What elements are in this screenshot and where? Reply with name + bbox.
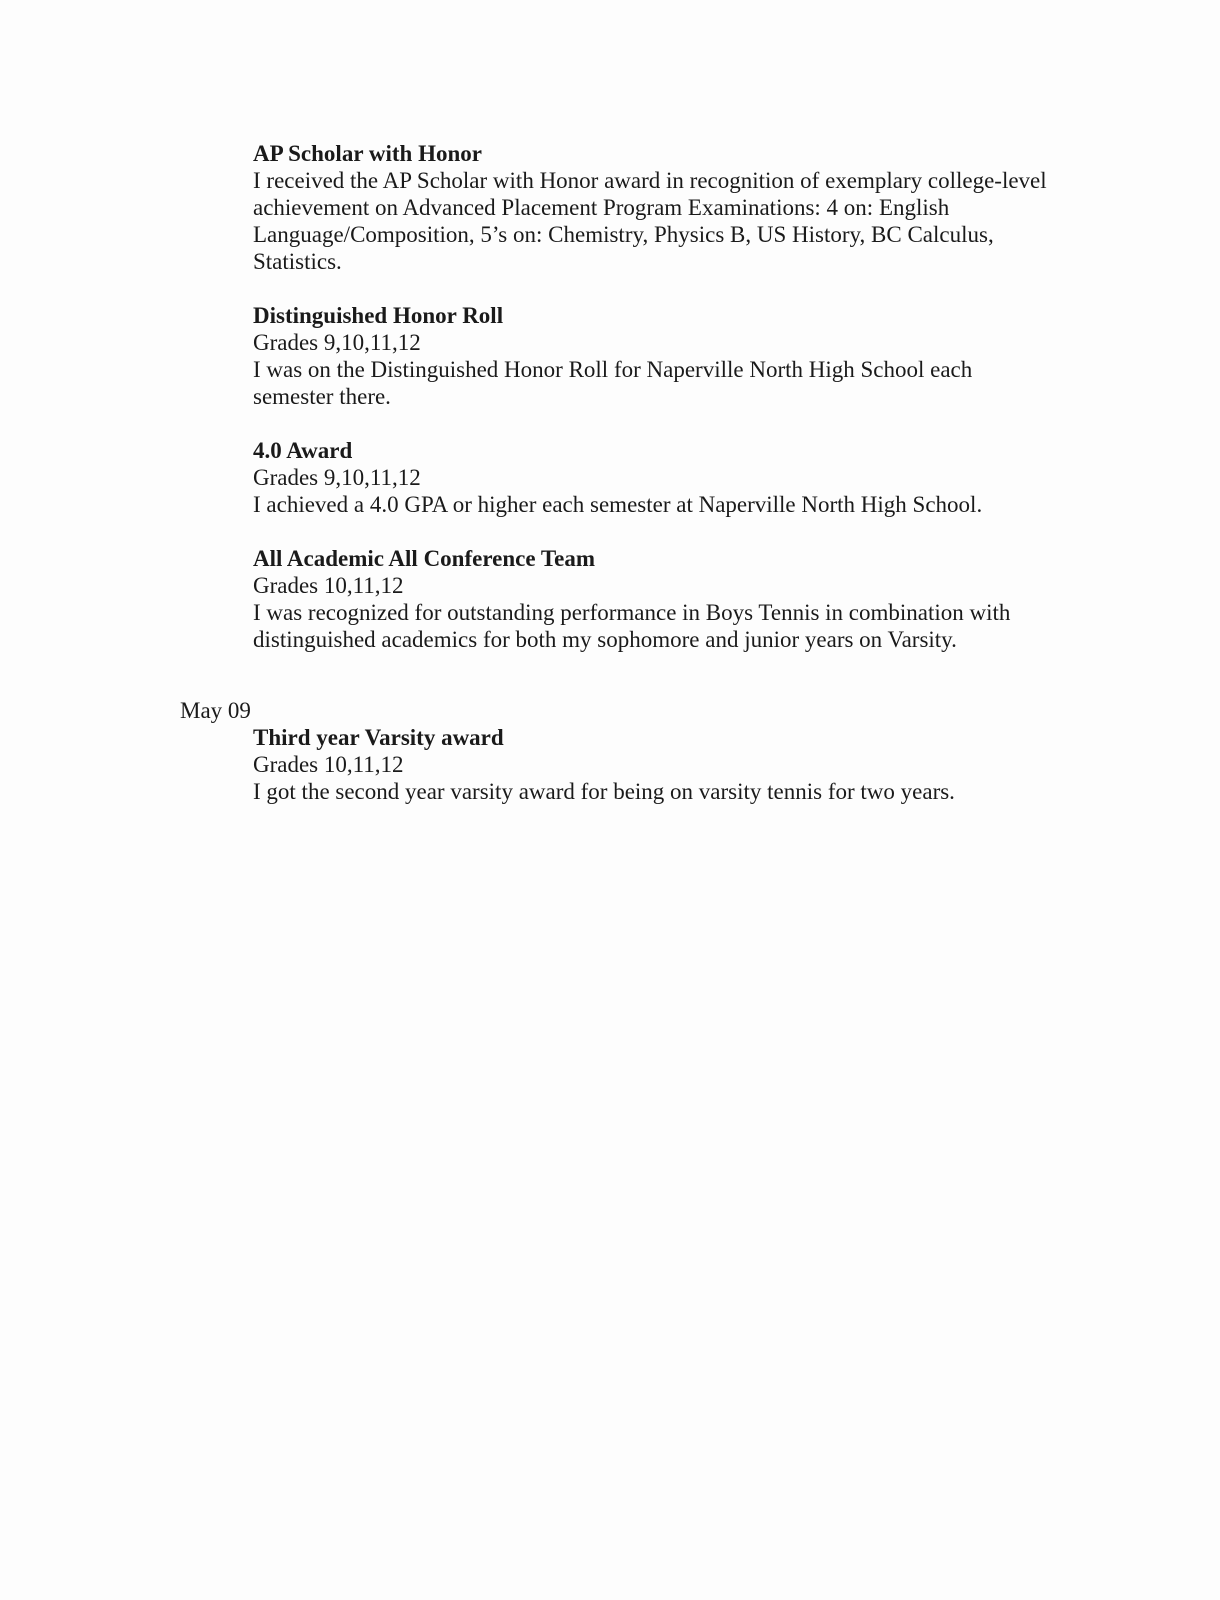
award-grades: Grades 9,10,11,12 [253, 465, 421, 490]
award-description: I was recognized for outstanding performance in Boys Tennis in combination with distinguished academics for both my sophomore and junior years on Varsity. [253, 600, 1011, 652]
award-description: I was on the Distinguished Honor Roll for Naperville North High School each semester there. [253, 357, 973, 409]
award-description: I achieved a 4.0 GPA or higher each semester at Naperville North High School. [253, 492, 983, 517]
award-title: All Academic All Conference Team [253, 546, 595, 571]
award-description: I received the AP Scholar with Honor award in recognition of exemplary college-level achievement on Advanced Placement Program Examinations: 4 on: English Language/Composition, 5’s on: Chemistry, Physics B, US History, BC Calculus, Statistics. [253, 168, 1047, 274]
award-title: Distinguished Honor Roll [253, 303, 504, 328]
award-entry-varsity [253, 724, 1053, 805]
award-entry-honor-roll [253, 302, 1053, 410]
award-grades: Grades 10,11,12 [253, 573, 404, 598]
award-entry-ap-scholar [253, 140, 1053, 275]
award-grades: Grades 9,10,11,12 [253, 330, 421, 355]
award-description: I got the second year varsity award for being on varsity tennis for two years. [253, 779, 955, 804]
award-grades: Grades 10,11,12 [253, 752, 404, 777]
award-entry-all-conference [253, 545, 1053, 653]
entry-date: May 09 [180, 698, 251, 723]
award-title: Third year Varsity award [253, 725, 504, 750]
award-title: 4.0 Award [253, 438, 353, 463]
award-entry-gpa [253, 437, 1053, 518]
award-title: AP Scholar with Honor [253, 141, 482, 166]
awards-list [253, 140, 1053, 680]
